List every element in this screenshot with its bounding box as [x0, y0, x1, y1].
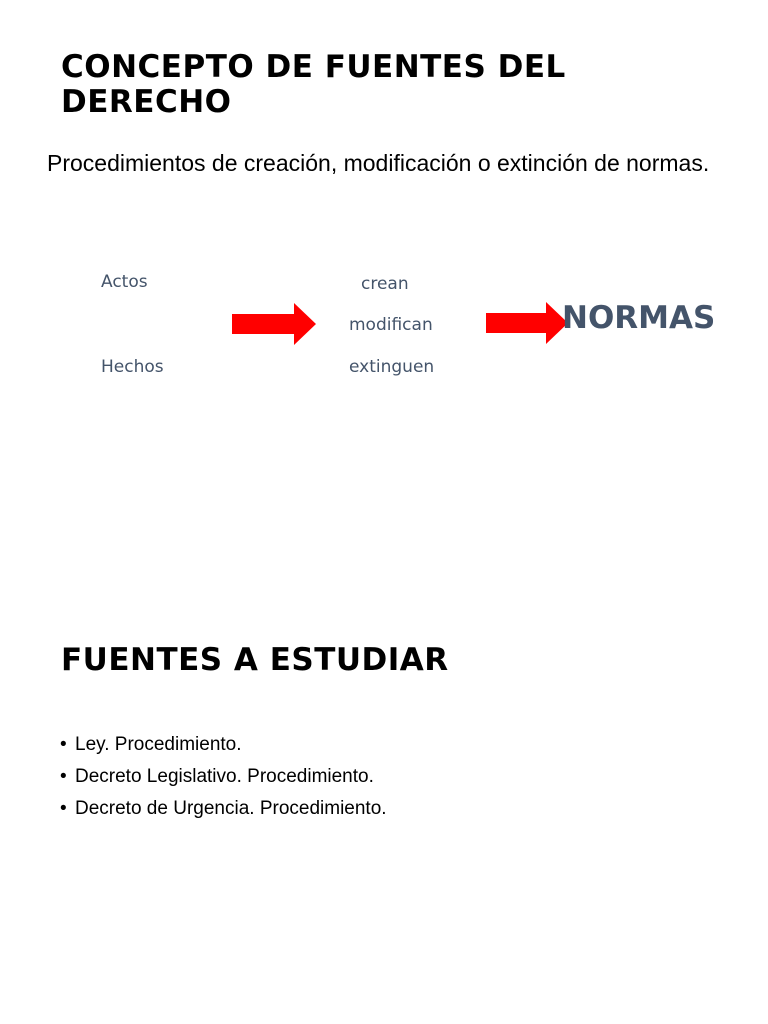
source-actos: Actos: [101, 272, 148, 292]
slide-title: CONCEPTO DE FUENTES DEL DERECHO: [61, 49, 566, 120]
bullet-icon: •: [60, 734, 67, 755]
arrow-right-icon: [486, 302, 568, 344]
list-item: [60, 794, 387, 826]
action-extinguen: extinguen: [349, 357, 435, 377]
list-item-text: Decreto de Urgencia. Procedimiento.: [75, 798, 387, 819]
list-item: [60, 730, 387, 762]
bullet-icon: •: [60, 798, 67, 819]
list-item: [60, 762, 387, 794]
arrow-right-icon: [232, 303, 316, 345]
sources-list: [60, 730, 387, 826]
action-crean: crean: [361, 274, 409, 294]
source-hechos: Hechos: [101, 357, 164, 377]
result-normas: NORMAS: [562, 300, 716, 336]
action-modifican: modifican: [349, 315, 433, 335]
slide-subtitle: Procedimientos de creación, modificación o extinción de normas.: [47, 150, 710, 176]
section-title: FUENTES A ESTUDIAR: [61, 642, 449, 678]
bullet-icon: •: [60, 766, 67, 787]
list-item-text: Ley. Procedimiento.: [75, 734, 242, 755]
list-item-text: Decreto Legislativo. Procedimiento.: [75, 766, 374, 787]
